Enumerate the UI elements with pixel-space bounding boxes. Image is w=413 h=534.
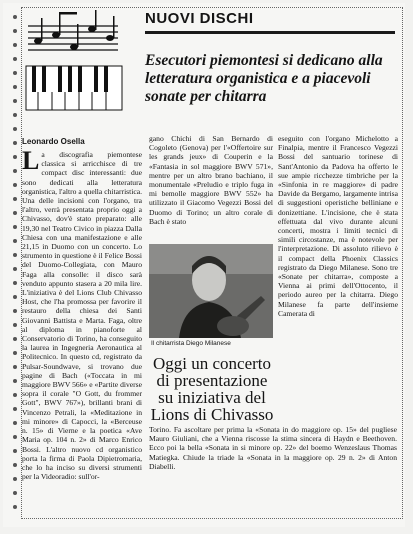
article-headline: Esecutori piemontesi si dedicano alla letteratura organistica e a piacevoli sonate per chitarra — [145, 52, 383, 105]
column-3 — [278, 134, 398, 446]
column-2-continued — [149, 425, 397, 507]
section-rule — [145, 31, 395, 34]
guitarist-photo — [149, 244, 273, 338]
column-2-text: gano Chichi di San Bernardo di Cogoleto (Genova) per l'«Offertoire sur les grands jeux» di Couperin e la «Fantasia in sol maggiore BWV 571», mentre per un altro brano bachiano, il monumentale «Preludio e triplo fuga in mi bemolle maggiore BWV 552» ha utilizzato il Giacomo Vegezzi Bossi del Duomo di Torino; un altro corale di Bach è stato — [149, 134, 273, 226]
section-title: NUOVI DISCHI — [145, 10, 254, 27]
column-2-continued-text: Torino. Fa ascoltare per prima la «Sonata in do maggiore op. 15» del pugliese Mauro Giuliani, che a Vienna riscosse la stima sincera di Haydn e Beethoven. Ecco poi la bella «Sonata in si minore op. 22» del boemo Wenzeslaus Thomas Matiegka. Chiude la triade la «Sonata in la maggiore op. 29 n. 2» di Anton Diabelli. — [149, 425, 397, 471]
byline: Leonardo Osella — [22, 137, 85, 146]
pull-quote: Oggi un concerto di presentazione su iniziativa del Lions di Chivasso — [150, 354, 274, 424]
photo-caption: Il chitarrista Diego Milanese — [151, 340, 231, 347]
music-section-logo — [22, 8, 126, 113]
column-1 — [22, 150, 142, 508]
drop-cap: L — [22, 150, 40, 175]
column-2 — [149, 134, 273, 242]
column-3-text: eseguito con l'organo Michelotto a Finalpia, mentre il Francesco Vegezzi Bossi del santuario torinese di Sant'Antonio da Padova ha offerto le sue ampie ricchezze timbriche per la «Sinfonia in re maggiore» di padre Davide da Bergamo, largamente intrisa di suggestioni operistiche belliniane e donizettiane. L'incisione, che è stata effettuata dal vivo durante alcuni concerti, mostra i limiti tecnici di simili circostanze, ma è notevole per l'interpretazione. Di assoluto rilievo è il compact della Phoenix Classics registrato da Diego Milanese. Sono tre «Sonate per chitarra», composte a Vienna ai primi dell'Ottocento, il periodo aureo per la chitarra. Diego Milanese fa parte dell'insieme Camerata di — [278, 134, 398, 318]
perforation-strip — [12, 15, 18, 513]
column-1-text: a discografia piemontese classica si arricchisce di tre compact disc interessanti: due sono dedicati alla letteratura organistica, l'altro a quella chitarristica. Una delle incisioni con l'organo, tra l'altro, verrà presentata proprio oggi a Chivasso, dov'è stato preparato: alle 19,30 nel Teatro Civico in piazza Dalla Chiesa con una manifestazione e alle 21,15 in Duomo con un concerto. Lo strumento in questione è il Felice Bossi del Duomo-Collegiata, con Mauro Faga alla consolle: il disco sarà venduto appunto stasera a 20 mila lire. L'iniziativa è del Lions Club Chivasso Host, che l'ha promossa per favorire il restauro della chiesa dei Santi Giovanni Battista e Marta. Faga, oltre al diploma in pianoforte al Conservatorio di Torino, ha conseguito la laurea in Ingegneria Aeronautica al Politecnico. In questo cd, registrato da Pulsar-Soundwave, si trovano due pagine di Bach («Toccata in mi maggiore BWV 566» e «Partite diverse sopra il corale "O Gott, du frommer Gott", BWV 767»), brillanti brani di Vincenzo Petrali, la «Meditazione in mi minore» di Capocci, la «Berceuse n. 15» di Vierne e la poetica «Ave Maria op. 104 n. 2» di Marco Enrico Bossi. L'altro nuovo cd organistico porta la firma di Paola Dipietromaria, che lo ha inciso su diversi strumenti per la Videoradio: sull'or- — [22, 150, 142, 482]
